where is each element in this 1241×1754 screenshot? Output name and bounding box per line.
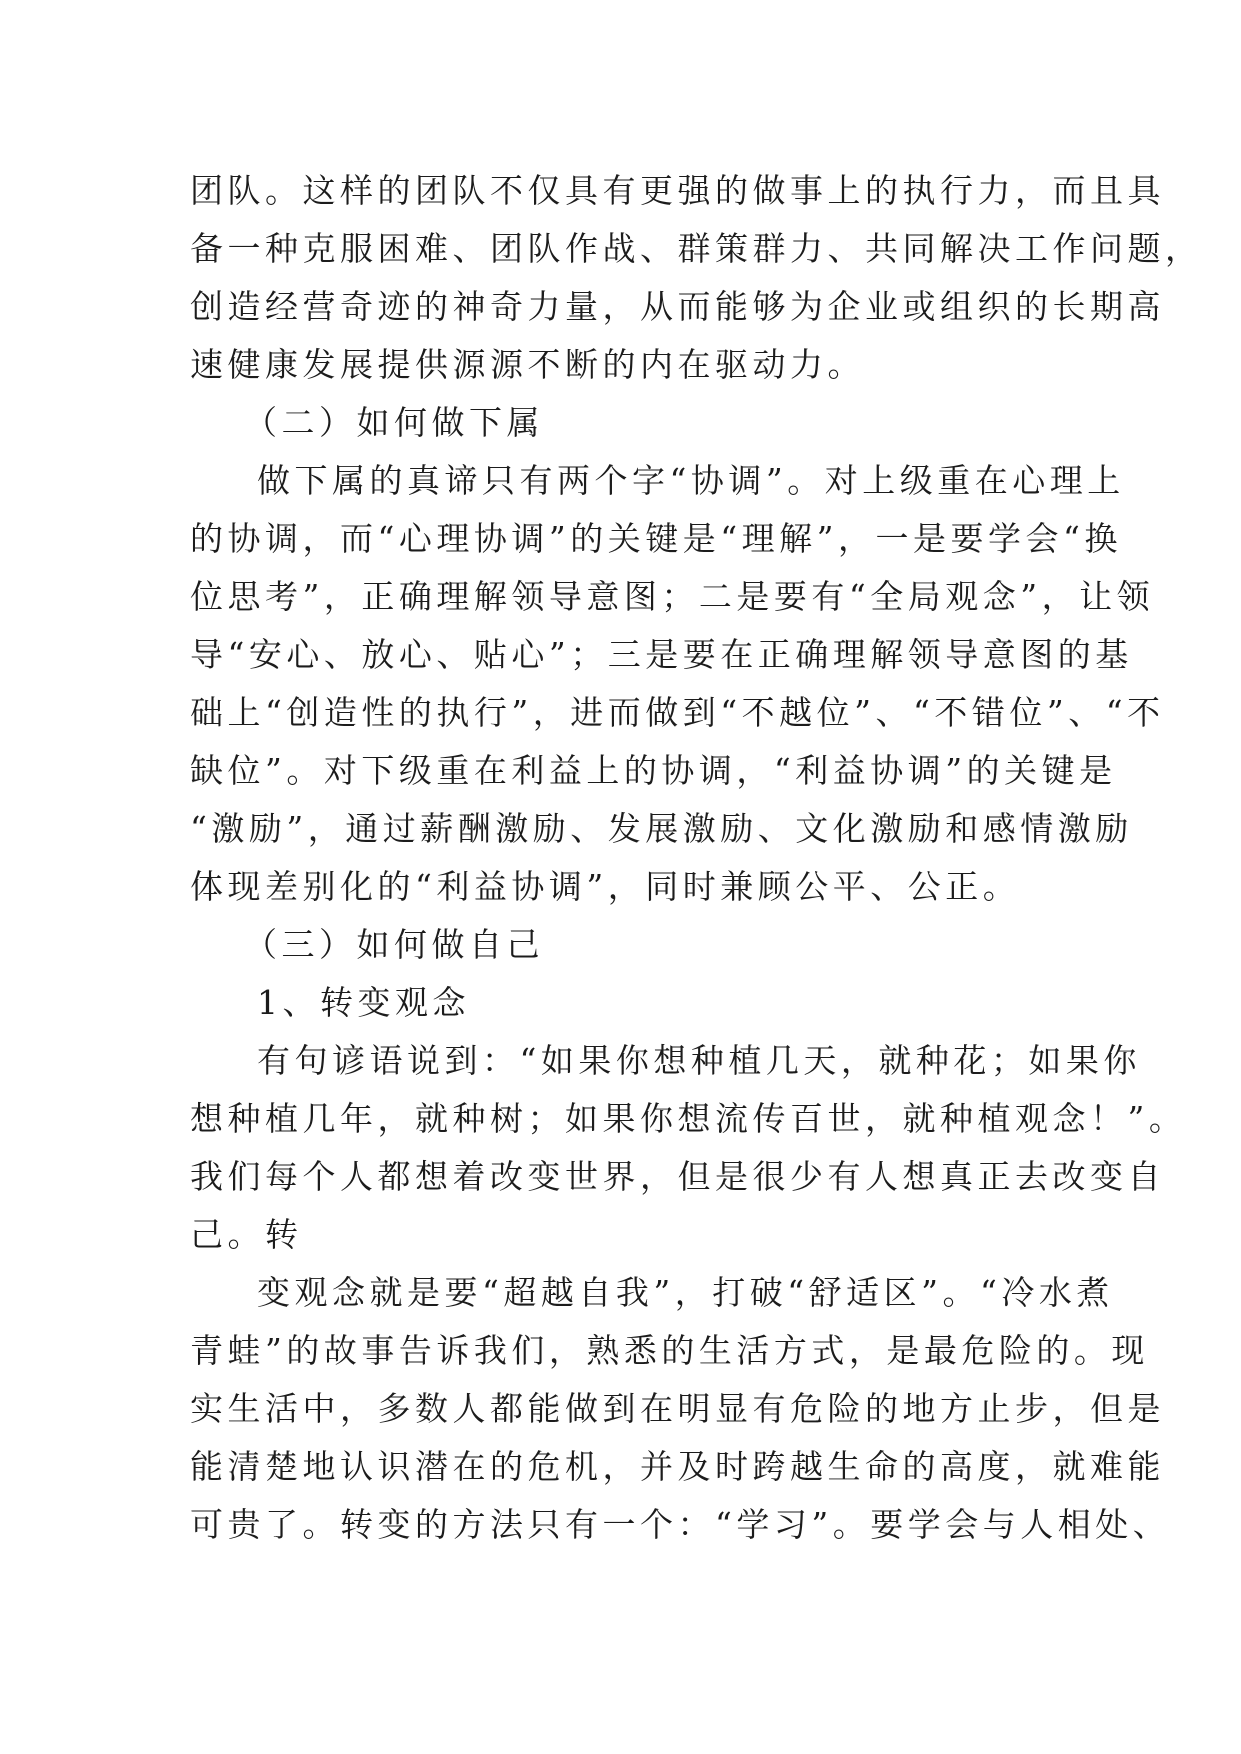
text-line-13: 体现差别化的“利益协调”，同时兼顾公平、公正。	[190, 867, 1021, 906]
section-heading-2: （二）如何做下属	[244, 403, 544, 442]
text-line-3: 创造经营奇迹的神奇力量，从而能够为企业或组织的长期高	[190, 287, 1165, 326]
text-line-6: 做下属的真谛只有两个字“协调”。对上级重在心理上	[257, 461, 1125, 500]
text-line-18: 我们每个人都想着改变世界，但是很少有人想真正去改变自	[190, 1157, 1165, 1196]
text-line-7: 的协调，而“心理协调”的关键是“理解”，一是要学会“换	[190, 519, 1122, 558]
text-line-21: 青蛙”的故事告诉我们，熟悉的生活方式，是最危险的。现	[190, 1331, 1149, 1370]
text-line-2: 备一种克服困难、团队作战、群策群力、共同解决工作问题，	[190, 229, 1203, 268]
text-line-12: “激励”，通过薪酬激励、发展激励、文化激励和感情激励	[190, 809, 1133, 848]
text-line-17: 想种植几年，就种树；如果你想流传百世，就种植观念！”。	[190, 1099, 1187, 1138]
text-line-10: 础上“创造性的执行”，进而做到“不越位”、“不错位”、“不	[190, 693, 1165, 732]
text-line-22: 实生活中，多数人都能做到在明显有危险的地方止步，但是	[190, 1389, 1165, 1428]
text-line-24: 可贵了。转变的方法只有一个：“学习”。要学会与人相处、	[190, 1505, 1171, 1544]
section-heading-3: （三）如何做自己	[244, 925, 544, 964]
text-line-19: 己。转	[190, 1215, 303, 1254]
text-line-9: 导“安心、放心、贴心”；三是要在正确理解领导意图的基	[190, 635, 1133, 674]
text-line-20: 变观念就是要“超越自我”，打破“舒适区”。“冷水煮	[257, 1273, 1114, 1312]
text-line-4: 速健康发展提供源源不断的内在驱动力。	[190, 345, 865, 384]
subsection-heading-1: 1、转变观念	[257, 983, 470, 1022]
text-line-1: 团队。这样的团队不仅具有更强的做事上的执行力，而且具	[190, 171, 1165, 210]
text-line-16: 有句谚语说到：“如果你想种植几天，就种花；如果你	[257, 1041, 1141, 1080]
text-line-8: 位思考”，正确理解领导意图；二是要有“全局观念”，让领	[190, 577, 1155, 616]
text-line-11: 缺位”。对下级重在利益上的协调，“利益协调”的关键是	[190, 751, 1117, 790]
text-line-23: 能清楚地认识潜在的危机，并及时跨越生命的高度，就难能	[190, 1447, 1165, 1486]
